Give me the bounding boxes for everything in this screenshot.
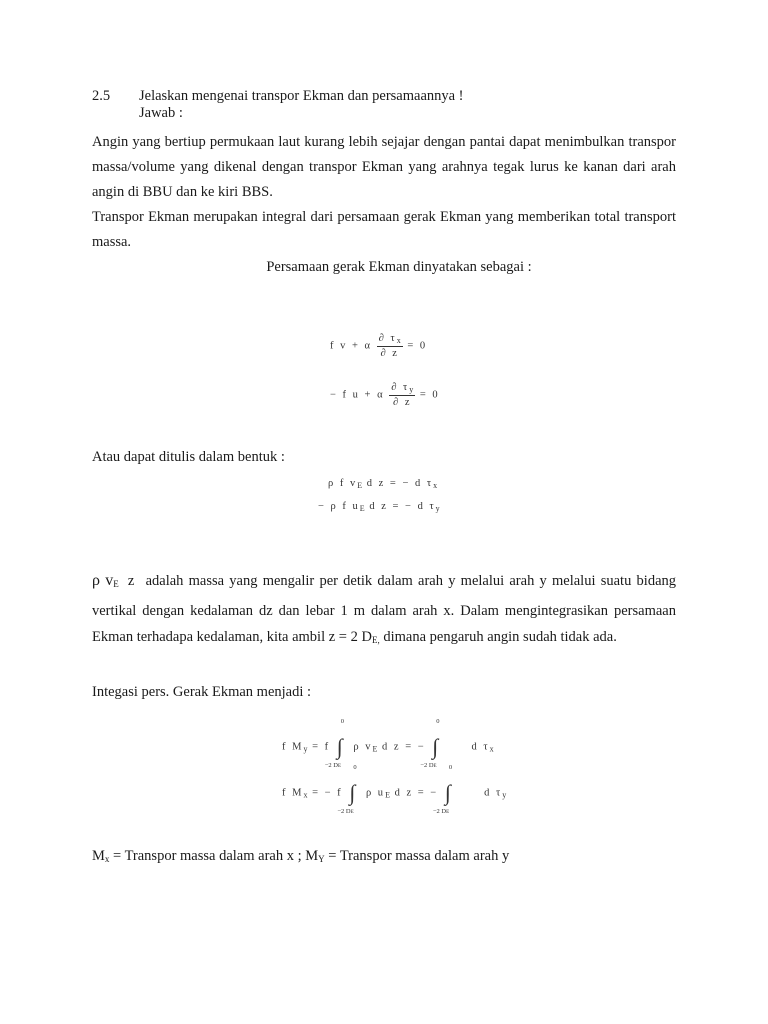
answer-label: Jawab : — [139, 105, 183, 121]
eq2-num-sub: y — [409, 385, 414, 394]
eq2-fraction — [389, 382, 415, 408]
eq5-tail: d τ — [471, 741, 490, 753]
question-text: Jelaskan mengenai transpor Ekman dan persamaannya ! — [139, 88, 464, 104]
eq6-tail: d τ — [484, 787, 503, 799]
eq6-integral-1: ∫ 0 −2 DE — [337, 764, 357, 815]
eq1-rhs: = 0 — [407, 340, 428, 352]
eq5-integrand: ρ v — [353, 741, 373, 753]
eq5-lower-2: −2 D — [420, 762, 434, 769]
p5-text: adalah massa yang mengalir per detik dalam arah y melalui arah y melalui suatu bidang vertikal dengan kedalaman dz dan lebar 1 m dalam arah x. Dalam mengintegrasikan persamaan Ekman terhadapa kedalaman, kita ambil z = 2 D — [92, 573, 677, 645]
p5-d-sub: E, — [371, 635, 380, 645]
eq3-text: ρ f v — [328, 478, 358, 489]
eq3-mid: d z = − d τ — [366, 478, 434, 489]
eq6-eq: = − f — [312, 787, 343, 799]
mx-text: = Transpor massa dalam arah x ; — [113, 848, 302, 864]
eq5-lhs: f M — [282, 741, 304, 753]
p5-z: z — [127, 573, 135, 589]
eq5-lower-2-sub: E — [433, 764, 437, 769]
eq6-lower-1-sub: E — [350, 810, 354, 815]
eq6-upper-2: 0 — [448, 764, 453, 771]
equation-form-y — [318, 501, 440, 513]
eq4-sub: E — [359, 504, 365, 513]
eq1-num-sub: x — [396, 336, 401, 345]
p5-rho: ρ — [92, 572, 100, 589]
eq6-integrand-sub: E — [385, 790, 390, 800]
question-number: 2.5 — [92, 88, 111, 104]
eq2-num: ∂ τ — [391, 382, 410, 393]
paragraph-ekman-integral: Transpor Ekman merupakan integral dari persamaan gerak Ekman yang memberikan total transport massa. — [92, 209, 676, 250]
eq6-dz: d z = − — [394, 787, 439, 799]
eq6-lower-2: −2 D — [432, 808, 447, 815]
eq5-lower-1: −2 D — [324, 762, 339, 769]
eq2-rhs: = 0 — [419, 389, 440, 401]
eq3-sub: E — [357, 481, 363, 490]
eq6-integral-2: ∫ 0 −2 DE — [432, 764, 453, 815]
eq6-tail-sub: y — [502, 790, 507, 800]
equation-integral-my — [282, 718, 494, 769]
eq5-dz: d z = − — [382, 741, 426, 753]
eq3-sub2: x — [433, 481, 438, 490]
eq4-sub2: y — [435, 504, 440, 513]
paragraph-mass-flow — [92, 568, 676, 654]
eq5-lower-1-sub: E — [338, 764, 342, 769]
eq1-lhs: f v + α — [330, 340, 373, 352]
eq6-integrand: ρ u — [365, 787, 386, 799]
paragraph-alternate-form: Atau dapat ditulis dalam bentuk : — [92, 449, 285, 465]
eq4-mid: d z = − d τ — [369, 501, 436, 512]
eq6-lower-1: −2 D — [337, 808, 351, 815]
eq1-num: ∂ τ — [378, 333, 397, 344]
mx-symbol: M — [92, 848, 105, 864]
eq6-lhs: f M — [282, 787, 304, 799]
paragraph-integration-intro: Integasi pers. Gerak Ekman menjadi : — [92, 684, 312, 700]
eq6-lhs-sub: x — [303, 790, 308, 800]
p5-v-sub: E — [113, 579, 119, 589]
paragraph-equation-intro: Persamaan gerak Ekman dinyatakan sebagai : — [266, 259, 532, 275]
equation-form-x — [328, 478, 437, 490]
eq5-lhs-sub: y — [303, 744, 308, 754]
eq1-den: ∂ z — [380, 348, 399, 359]
eq4-text: − ρ f u — [318, 501, 360, 512]
eq2-lhs: − f u + α — [330, 389, 385, 401]
eq5-integral-2: ∫ 0 −2 DE — [420, 718, 440, 769]
equation-motion-x — [330, 333, 427, 359]
my-symbol: M — [305, 848, 319, 864]
mass-transport-definitions — [92, 848, 509, 865]
p5-tail: dimana pengaruh angin sudah tidak ada. — [383, 629, 617, 645]
my-sub: Y — [318, 854, 325, 864]
eq5-integral-1: ∫ 0 −2 DE — [324, 718, 345, 769]
eq6-upper-1: 0 — [353, 764, 357, 771]
equation-motion-y — [330, 382, 440, 408]
mx-sub: x — [104, 854, 110, 864]
eq5-upper-2: 0 — [436, 718, 440, 725]
eq5-integrand-sub: E — [372, 744, 378, 754]
my-text: = Transpor massa dalam arah y — [328, 848, 510, 864]
paragraph-ekman-intro: Angin yang bertiup permukaan laut kurang lebih sejajar dengan pantai dapat menimbulkan transpor massa/volume yang dikenal dengan transpor Ekman yang arahnya tegak lurus ke kanan dari arah angin di BBU dan ke kiri BBS. — [92, 134, 676, 200]
equation-integral-mx — [282, 764, 507, 815]
eq2-den: ∂ z — [393, 397, 412, 408]
eq6-lower-2-sub: E — [446, 810, 450, 815]
p5-v: v — [105, 572, 114, 589]
eq5-tail-sub: x — [489, 744, 494, 754]
eq5-upper-1: 0 — [340, 718, 345, 725]
eq1-fraction — [377, 333, 403, 359]
eq5-eq: = f — [312, 741, 331, 753]
